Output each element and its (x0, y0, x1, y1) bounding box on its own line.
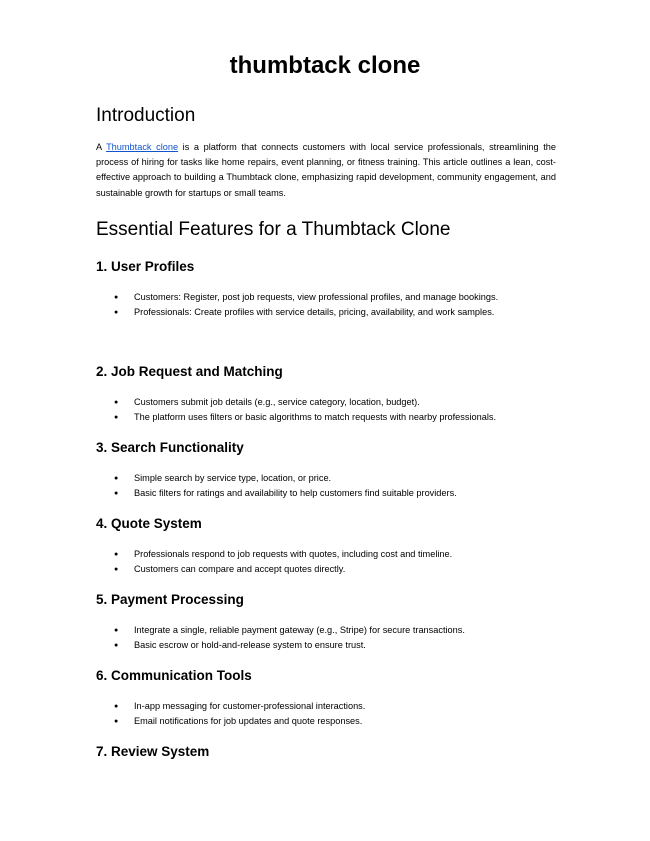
list-item: ● Email notifications for job updates and quote responses. (96, 714, 566, 729)
section-heading-review-system: 7. Review System (96, 744, 210, 759)
features-heading: Essential Features for a Thumbtack Clone (96, 219, 451, 240)
list-item: ● Integrate a single, reliable payment gateway (e.g., Stripe) for secure transactions. (96, 623, 566, 638)
list-item: ● Professionals respond to job requests with quotes, including cost and timeline. (96, 547, 566, 562)
introduction-paragraph (96, 140, 556, 201)
section-list-job-request (96, 395, 566, 425)
list-item: ● In-app messaging for customer-professional interactions. (96, 699, 566, 714)
list-item: ● Professionals: Create profiles with service details, pricing, availability, and work samples. (96, 305, 566, 320)
list-item: ● Customers: Register, post job requests, view professional profiles, and manage bookings. (96, 290, 566, 305)
section-list-search (96, 471, 566, 501)
list-item: ● The platform uses filters or basic algorithms to match requests with nearby professionals. (96, 410, 566, 425)
section-list-user-profiles (96, 290, 566, 320)
list-item: ● Customers can compare and accept quotes directly. (96, 562, 566, 577)
thumbtack-clone-link[interactable]: Thumbtack clone (106, 142, 179, 152)
section-heading-payment: 5. Payment Processing (96, 592, 244, 607)
section-heading-job-request: 2. Job Request and Matching (96, 364, 283, 379)
section-heading-user-profiles: 1. User Profiles (96, 259, 195, 274)
list-item: ● Simple search by service type, location, or price. (96, 471, 566, 486)
section-heading-communication: 6. Communication Tools (96, 668, 252, 683)
section-list-payment (96, 623, 566, 653)
section-list-communication (96, 699, 566, 729)
introduction-heading: Introduction (96, 105, 196, 126)
section-heading-search: 3. Search Functionality (96, 440, 244, 455)
list-item: ● Basic escrow or hold-and-release system to ensure trust. (96, 638, 566, 653)
list-item: ● Customers submit job details (e.g., service category, location, budget). (96, 395, 566, 410)
section-list-quote-system (96, 547, 566, 577)
intro-text-before-link: A (96, 142, 107, 152)
intro-text-after-link: is a platform that connects customers with local service professionals, streamlining the process of hiring for tasks like home repairs, event planning, or fitness training. This article outlines a lean, cost-effective approach to building a Thumbtack clone, emphasizing rapid development, community engagement, and sustainable growth for startups or small teams. (96, 142, 556, 198)
section-heading-quote-system: 4. Quote System (96, 516, 202, 531)
list-item: ● Basic filters for ratings and availability to help customers find suitable providers. (96, 486, 566, 501)
document-title: thumbtack clone (229, 52, 421, 79)
